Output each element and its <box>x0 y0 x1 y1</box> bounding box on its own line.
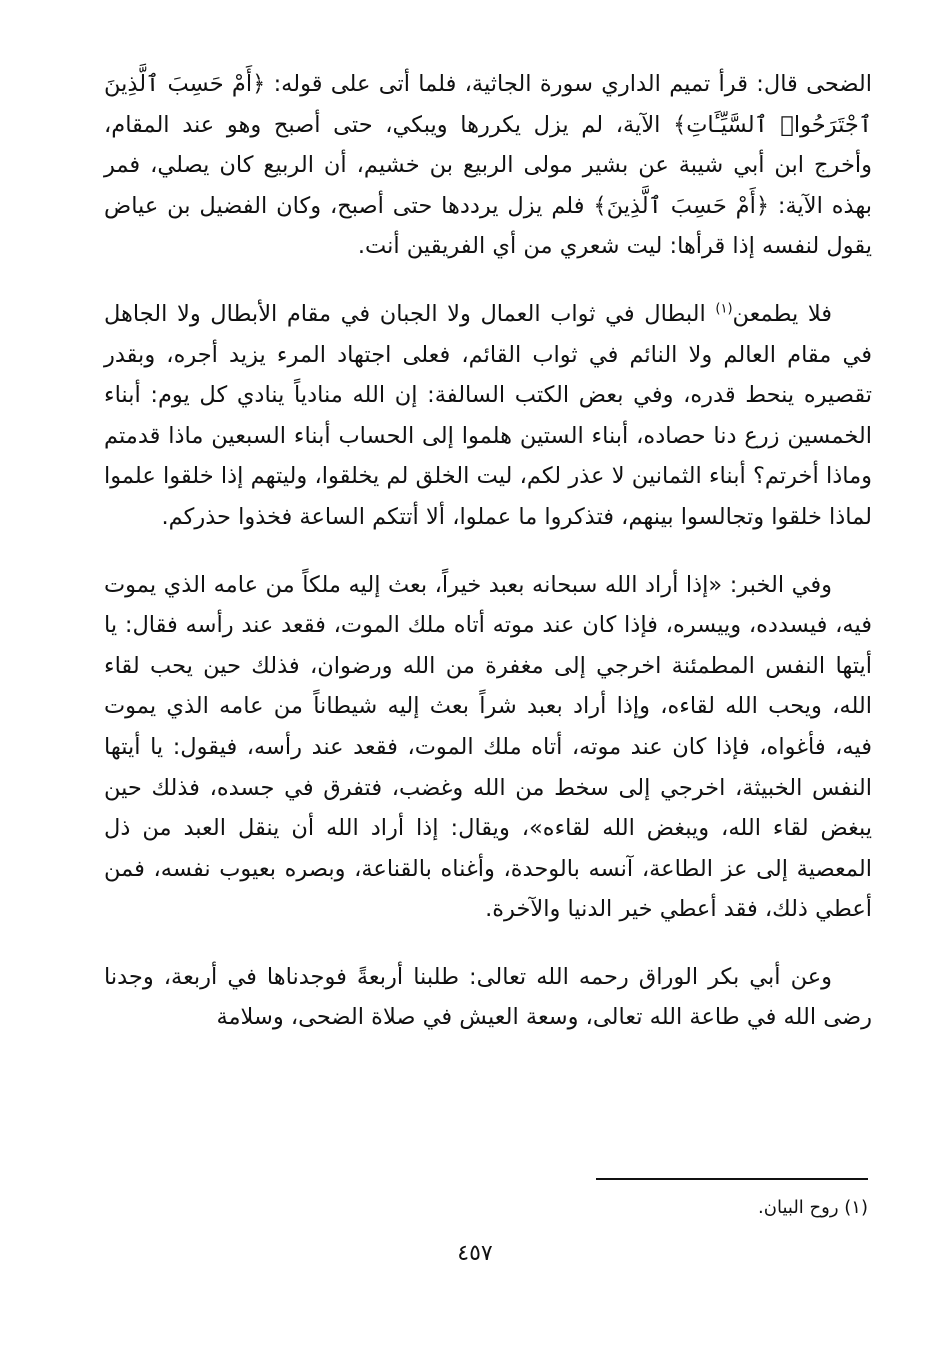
page-number: ٤٥٧ <box>457 1241 493 1266</box>
paragraph-4: وعن أبي بكر الوراق رحمه الله تعالى: طلبنا أربعةً فوجدناها في أربعة، وجدنا رضى الله في طاعة الله تعالى، وسعة العيش في صلاة الضحى، وسلامة <box>104 963 872 1031</box>
footnote <box>560 1194 868 1222</box>
paragraph-1-text-b: الآية، لم يزل يكررها ويبكي، حتى أصبح وهو عند المقام، وأخرج ابن أبي شيبة عن بشير مولى الربيع بن خشيم، أن الربيع كان يصلي، فمر بهذه الآية: <box>104 111 872 219</box>
footnote-number: (١) <box>844 1197 868 1218</box>
paragraph-1 <box>104 64 872 267</box>
quran-verse-2: ﴿أَمْ حَسِبَ ٱلَّذِينَ﴾ <box>593 192 770 219</box>
paragraph-1-text-c: فلم يزل يرددها حتى أصبح، وكان الفضيل بن عياض يقول لنفسه إذا قرأها: ليت شعري من أي الفريقين أنت. <box>104 192 872 260</box>
paragraph-2 <box>104 294 872 538</box>
paragraph-2-text: البطال في ثواب العمال ولا الجبان في مقام الأبطال ولا الجاهل في مقام العالم ولا النائم في ثواب القائم، فعلى اجتهاد المرء يزيد أجره، وبقدر تقصيره ينحط قدره، وفي بعض الكتب السالفة: إن الله منادياً ينادي كل يوم: أبناء الخمسين زرع دنا حصاده، أبناء الستين هلموا إلى الحساب أبناء السبعين ماذا قدمتم وماذا أخرتم؟ أبناء الثمانين لا عذر لكم، ليت الخلق لم يخلقوا، وليتهم إذا خلقوا علموا لماذا خلقوا وتجالسوا بينهم، فتذكروا ما عملوا، ألا أتتكم الساعة فخذوا حذركم. <box>104 300 872 530</box>
paragraph-1-text-a: الضحى قال: قرأ تميم الداري سورة الجاثية، فلما أتى على قوله: <box>265 71 873 97</box>
quran-verse-1: ﴿أَمْ حَسِبَ ٱلَّذِينَ ٱجْتَرَحُوا۟ ٱلسَّيِّـَٔاتِ﴾ <box>104 71 873 138</box>
footnote-reference: (١) <box>715 301 733 317</box>
footnote-separator <box>596 1178 868 1180</box>
paragraph-2-lead: فلا يطمعن <box>732 300 832 327</box>
footnote-text: روح البيان. <box>758 1197 839 1218</box>
main-text <box>104 64 872 1065</box>
paragraph-3: وفي الخبر: «إذا أراد الله سبحانه بعبد خيراً، بعث إليه ملكاً من عامه الذي يموت فيه، فيسدده، وييسره، فإذا كان عند موته أتاه ملك الموت، فقعد عند رأسه فقال: يا أيتها النفس المطمئنة اخرجي إلى مغفرة من الله ورضوان، فذلك حين يحب لقاء الله، ويحب الله لقاءه، وإذا أراد بعبد شراً بعث إليه شيطاناً من عامه الذي يموت فيه، فأغواه، فإذا كان عند موته، أتاه ملك الموت، فقعد عند رأسه، فيقول: يا أيتها النفس الخبيثة، اخرجي إلى سخط من الله وغضب، فتفرق في جسده، فذلك حين يبغض لقاء الله، ويبغض الله لقاءه»، ويقال: إذا أراد الله أن ينقل العبد من ذل المعصية إلى عز الطاعة، آنسه بالوحدة، وأغناه بالقناعة، وبصره بعيوب نفسه، فمن أعطي ذلك، فقد أعطي خير الدنيا والآخرة. <box>104 571 872 923</box>
